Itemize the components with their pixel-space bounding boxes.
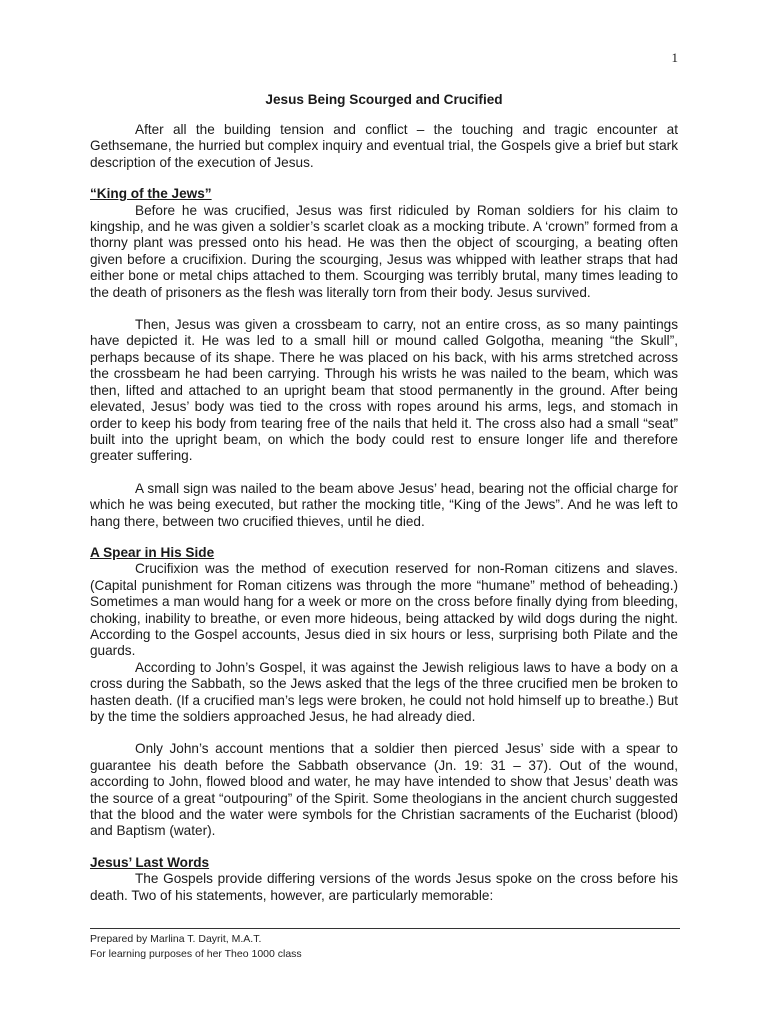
paragraph: Crucifixion was the method of execution reserved for non-Roman citizens and slaves. (Capital punishment for Roman citizens was through the more “humane” method of beheading.) Sometimes a man would hang for a week or more on the cross before finally dying from bleeding, choking, inability to breathe, or even more hideous, being attacked by wild dogs during the night. According to the Gospel accounts, Jesus died in six hours or less, surprising both Pilate and the guards.: [90, 561, 678, 659]
footer-author: Prepared by Marlina T. Dayrit, M.A.T.: [90, 933, 262, 945]
document-body: [90, 92, 678, 904]
footer-divider: [90, 928, 680, 929]
footer-purpose: For learning purposes of her Theo 1000 class: [90, 948, 302, 960]
intro-paragraph: After all the building tension and conflict – the touching and tragic encounter at Gethsemane, the hurried but complex inquiry and eventual trial, the Gospels give a brief but stark description of the execution of Jesus.: [90, 122, 678, 170]
paragraph: According to John’s Gospel, it was against the Jewish religious laws to have a body on a cross during the Sabbath, so the Jews asked that the legs of the three crucified men be broken to hasten death. (If a crucified man’s legs were broken, he could not hold himself up to breathe.) But by the time the soldiers approached Jesus, he had already died.: [90, 659, 678, 724]
paragraph: A small sign was nailed to the beam above Jesus’ head, bearing not the official charge for which he was being executed, but rather the mocking title, “King of the Jews”. And he was left to hang there, between two crucified thieves, until he died.: [90, 480, 678, 529]
paragraph: Then, Jesus was given a crossbeam to carry, not an entire cross, as so many paintings have depicted it. He was led to a small hill or mound called Golgotha, meaning “the Skull”, perhaps because of its shape. There he was placed on his back, with his arms stretched across the crossbeam he had been carrying. Through his wrists he was nailed to the beam, which was then, lifted and attached to an upright beam that stood permanently in the ground. After being elevated, Jesus’ body was tied to the cross with ropes around his arms, legs, and stomach in order to keep his body from tearing free of the nails that held it. The cross also had a small “seat” built into the upright beam, on which the body could rest to ensure longer life and therefore greater suffering.: [90, 317, 678, 464]
paragraph: Before he was crucified, Jesus was first ridiculed by Roman soldiers for his claim to kingship, and he was given a soldier’s scarlet cloak as a mocking tribute. A ‘crown” formed from a thorny plant was pressed onto his head. He was then the object of scourging, a beating often given before a crucifixion. During the scourging, Jesus was whipped with leather straps that had either bone or metal chips attached to them. Scourging was terribly brutal, many times leading to the death of prisoners as the flesh was literally torn from their body. Jesus survived.: [90, 202, 678, 300]
section-heading-spear-in-his-side: A Spear in His Side: [90, 544, 215, 560]
paragraph: Only John’s account mentions that a soldier then pierced Jesus’ side with a spear to guarantee his death before the Sabbath observance (Jn. 19: 31 – 37). Out of the wound, according to John, flowed blood and water, he may have intended to show that Jesus’ death was the source of a great “outpouring” of the Spirit. Some theologians in the ancient church suggested that the blood and the water were symbols for the Christian sacraments of the Eucharist (blood) and Baptism (water).: [90, 741, 678, 839]
footer: [90, 932, 302, 962]
page-number: 1: [671, 50, 678, 65]
paragraph: The Gospels provide differing versions of the words Jesus spoke on the cross before his death. Two of his statements, however, are particularly memorable:: [90, 871, 678, 903]
section-heading-last-words: Jesus’ Last Words: [90, 854, 210, 870]
document-title: Jesus Being Scourged and Crucified: [265, 92, 503, 107]
section-heading-king-of-the-jews: “King of the Jews”: [90, 186, 212, 202]
